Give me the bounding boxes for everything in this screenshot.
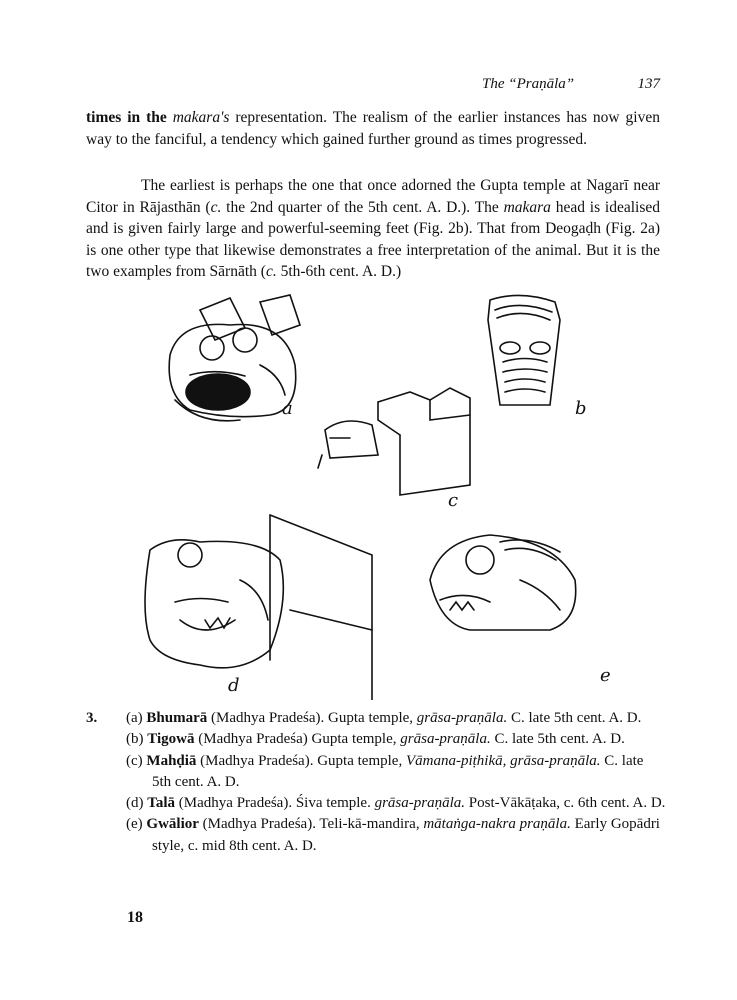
sketch-e-makara-head — [430, 535, 576, 630]
p2-text-a: The earliest is perhaps the one that once adorned the Gupta temple at Nagarī near Citor in Rājasthān ( — [86, 177, 660, 216]
paragraph-1 — [86, 107, 660, 150]
caption-item-e — [86, 814, 666, 857]
caption-item-a — [86, 708, 666, 729]
running-head — [482, 76, 660, 93]
sketch-a-makara-head — [169, 295, 300, 421]
p1-text-b: representation. The realism of the earlier instances has now given way to the fanciful, a tendency which gained further ground as times progressed. — [86, 109, 660, 148]
p2-circa-2: c. — [265, 263, 277, 280]
caption-term: grāsa-praṇāla. — [416, 710, 508, 726]
sketch-c-makara-spout — [318, 388, 470, 495]
caption-site: Mahḍiā — [146, 752, 197, 769]
caption-item-b — [86, 729, 666, 750]
caption-item-d — [86, 793, 666, 814]
caption-term: grāsa-praṇāla. — [400, 731, 491, 748]
folio-number: 18 — [127, 909, 143, 926]
caption-region: (Madhya Pradeśa) — [194, 731, 308, 748]
caption-number: 3. — [86, 710, 98, 726]
p1-makara: makara's — [172, 109, 230, 126]
caption-date: C. late 5th cent. A. D. — [152, 752, 644, 790]
page-number: 137 — [637, 76, 660, 92]
paragraph-2 — [86, 175, 660, 283]
label-d: d — [228, 675, 240, 696]
sketch-b-makara-head — [488, 295, 560, 405]
caption-region: (Madhya Pradeśa). — [196, 752, 314, 769]
sketch-d-makara-head — [145, 515, 372, 700]
caption-key: (a) — [126, 710, 143, 726]
p2-makara: makara — [503, 198, 551, 216]
caption-key: (b) — [126, 731, 144, 748]
caption-item-c — [86, 751, 666, 794]
caption-region: (Madhya Pradeśa). — [175, 795, 293, 812]
label-e: e — [600, 665, 611, 686]
caption-term: mātaṅga-nakra praṇāla. — [423, 816, 571, 833]
caption-site: Bhumarā — [146, 710, 208, 726]
p2-circa-1: c. — [210, 198, 222, 216]
figure-makara-heads — [0, 280, 737, 700]
caption-desc: Teli-kā-mandira, — [315, 816, 424, 833]
caption-site: Talā — [147, 795, 176, 812]
caption-term: Vāmana-piṭhikā, grāsa-praṇāla. — [405, 752, 601, 769]
p2-text-b: the 2nd quarter of the 5th cent. A. D.). The — [221, 198, 504, 216]
caption-key: (e) — [126, 816, 143, 833]
label-a: a — [282, 398, 293, 419]
caption-desc: Gupta temple, — [307, 731, 401, 748]
p1-text-a: times in the — [86, 109, 173, 126]
running-head-title: The “Praṇāla” — [482, 76, 575, 92]
p2-text-c: head is idealised and is given fairly large and powerful-seeming feet (Fig. 2b). That from Deogaḍh (Fig. 2a) is one other type that likewise demonstrates a free interpretation of the animal. But it is the two examples from Sārnāth ( — [86, 198, 660, 280]
caption-region: (Madhya Pradeśa). — [207, 710, 325, 726]
figure-caption — [86, 708, 666, 857]
p2-text-d: 5th-6th cent. A. D.) — [276, 263, 402, 280]
label-b: b — [575, 398, 587, 419]
caption-date: Post-Vākāṭaka, c. 6th cent. A. D. — [465, 795, 666, 812]
caption-date: Early Gopādri style, c. mid 8th cent. A. D. — [152, 816, 660, 854]
caption-date: C. late 5th cent. A. D. — [490, 731, 625, 748]
figure-drawings — [0, 280, 737, 700]
caption-region: (Madhya Pradeśa). — [198, 816, 316, 833]
caption-site: Tigowā — [147, 731, 195, 748]
caption-desc: Gupta temple, — [313, 752, 406, 769]
caption-term: grāsa-praṇāla. — [374, 795, 466, 812]
caption-date: C. late 5th cent. A. D. — [507, 710, 642, 726]
caption-site: Gwālior — [146, 816, 199, 833]
caption-key: (c) — [126, 752, 143, 769]
label-c: c — [448, 490, 459, 511]
caption-desc: Gupta temple, — [324, 710, 417, 726]
caption-desc: Śiva temple. — [292, 795, 375, 812]
caption-key: (d) — [126, 795, 144, 812]
